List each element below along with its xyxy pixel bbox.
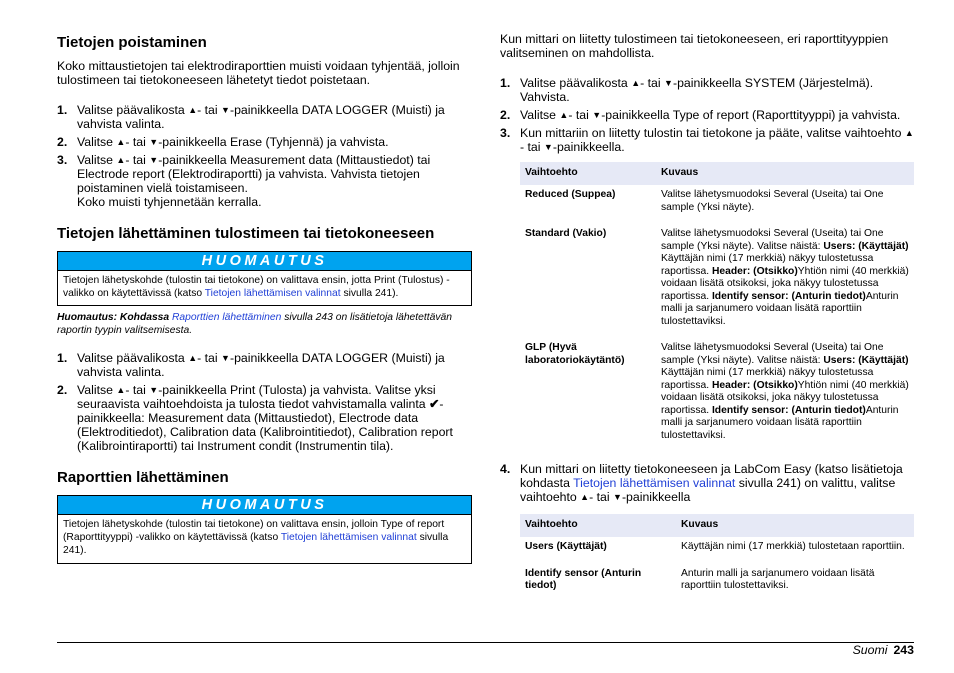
checkmark-icon: ✔ xyxy=(429,397,440,412)
table-row xyxy=(520,564,914,603)
section-title-erase: Tietojen poistaminen xyxy=(57,34,207,51)
note-box xyxy=(57,251,472,306)
step-number: 2. xyxy=(57,383,68,398)
step-number: 1. xyxy=(500,76,511,90)
list-item: 2. Valitse ▲- tai ▼-painikkeella Print (Tulosta) ja vahvista. Valitse yksi seuraavista vaihtoehdoista ja tulosta tiedot vahvistamalla valinta ✔-painikkeella: Measurement data (Mittaustiedot), Electrode data (Elektroditiedot), Calibration data (Kalibrointitiedot), Calibration report (Kalibrointiraportti) tai Instrument condit (Instrumentin tila). xyxy=(57,383,453,454)
up-arrow-icon: ▲ xyxy=(631,78,641,88)
down-arrow-icon: ▼ xyxy=(664,78,673,88)
down-arrow-icon: ▼ xyxy=(221,353,230,364)
option-name: Identify sensor (Anturin tiedot) xyxy=(525,567,642,591)
option-description xyxy=(656,338,914,452)
description-text: Identify sensor: (Anturin tiedot) xyxy=(711,290,866,302)
step-number: 3. xyxy=(500,126,511,140)
right-column xyxy=(500,30,914,603)
cross-reference-link[interactable]: Tietojen lähettämisen valinnat xyxy=(573,476,736,490)
description-text: Anturin malli ja sarjanumero voidaan lisätä raporttiin tulostettaviksi. xyxy=(681,567,875,591)
table-body xyxy=(520,185,914,452)
description-text: Anturin malli ja sarjanumero voidaan lisätä raporttiin tulostettaviksi. xyxy=(661,404,899,441)
description-text: Header: (Otsikko) xyxy=(711,265,798,277)
option-description xyxy=(676,564,914,603)
down-arrow-icon: ▼ xyxy=(613,492,622,502)
column-header: Vaihtoehto xyxy=(520,514,676,537)
table-row xyxy=(520,338,914,452)
description-text: Valitse lähetysmuodoksi Several (Useita) tai One sample (Yksi näyte). Valitse näistä: xyxy=(661,228,884,252)
note-box xyxy=(57,495,472,563)
italic-note: Huomautus: Kohdassa Raporttien lähettäminen sivulla 243 on lisätietoja lähetettävän raportin tyypin valitsemisesta. xyxy=(57,312,452,336)
option-description xyxy=(656,185,914,224)
option-name: Standard (Vakio) xyxy=(525,228,607,239)
list-item: 3. Kun mittariin on liitetty tulostin tai tietokone ja pääte, valitse vaihtoehto ▲- tai ▼-painikkeella. xyxy=(500,126,914,154)
note-title: HUOMAUTUS xyxy=(58,252,471,271)
list-item: 4. Kun mittari on liitetty tietokoneeseen ja LabCom Easy (katso lisätietoja kohdasta Tietojen lähettämisen valinnat sivulla 241) on valittu, valitse vaihtoehto ▲- tai ▼-painikkeella xyxy=(500,462,903,504)
up-arrow-icon: ▲ xyxy=(580,492,590,502)
up-arrow-icon: ▲ xyxy=(116,155,126,165)
reports-intro: Kun mittari on liitetty tulostimeen tai tietokoneeseen, eri raporttityyppien valitseminen on mahdollista. xyxy=(500,32,889,60)
option-name: GLP (Hyvä laboratoriokäytäntö) xyxy=(525,342,625,366)
section-title-send: Tietojen lähettäminen tulostimeen tai tietokoneeseen xyxy=(57,225,435,242)
note-body: Tietojen lähetyskohde (tulostin tai tietokone) on valittava ensin, jolloin Type of report (Raporttityyppi) -valikko on käytettävissä (katso Tietojen lähettämisen valinnat sivulla 241). xyxy=(63,519,449,556)
page-number: 243 xyxy=(893,643,914,657)
list-item: 3. Valitse ▲- tai ▼-painikkeella Measurement data (Mittaustiedot) tai Electrode report (Elektrodiraportti) ja vahvista. Vahvista tietojen poistaminen vielä toistamiseen. Koko muisti tyhjennetään kerralla. xyxy=(57,153,472,209)
description-text: Valitse lähetysmuodoksi Several (Useita) tai One sample (Yksi näyte). Valitse näistä: xyxy=(661,342,884,366)
down-arrow-icon: ▼ xyxy=(543,142,553,152)
table-row xyxy=(520,224,914,338)
description-text: Käyttäjän nimi (17 merkkiä) näkyy tulostetussa raportissa. xyxy=(661,253,874,277)
description-text: Users: (Käyttäjät) xyxy=(823,240,909,252)
list-item: 1. Valitse päävalikosta ▲- tai ▼-painikkeella DATA LOGGER (Muisti) ja vahvista valinta. xyxy=(57,351,445,380)
up-arrow-icon: ▲ xyxy=(116,137,126,147)
column-header: Kuvaus xyxy=(656,162,914,185)
cross-reference-link[interactable]: Tietojen lähettämisen valinnat xyxy=(204,287,341,299)
up-arrow-icon: ▲ xyxy=(116,385,126,396)
down-arrow-icon: ▼ xyxy=(149,155,159,165)
list-item: 1. Valitse päävalikosta ▲- tai ▼-painikkeella DATA LOGGER (Muisti) ja vahvista valinta. xyxy=(57,103,445,131)
send-steps xyxy=(57,351,472,453)
description-text: Anturin malli ja sarjanumero voidaan lisätä raporttiin tulostettaviksi. xyxy=(661,290,899,327)
description-text: Käyttäjän nimi (17 merkkiä) tulostetaan raporttiin. xyxy=(681,541,905,552)
option-description xyxy=(676,537,914,564)
description-text: Käyttäjän nimi (17 merkkiä) näkyy tulostetussa raportissa. xyxy=(661,367,874,391)
description-text: Users: (Käyttäjät) xyxy=(823,354,909,366)
section-title-reports: Raporttien lähettäminen xyxy=(57,469,229,487)
column-header: Vaihtoehto xyxy=(520,162,656,185)
cross-reference-link[interactable]: Tietojen lähettämisen valinnat xyxy=(280,532,417,544)
list-item: 2. Valitse ▲- tai ▼-painikkeella Erase (Tyhjennä) ja vahvista. xyxy=(57,135,389,149)
table-row xyxy=(520,185,914,224)
column-header: Kuvaus xyxy=(676,514,914,537)
erase-steps xyxy=(57,103,472,209)
step-number: 1. xyxy=(57,351,68,366)
step-number: 2. xyxy=(500,108,511,122)
up-arrow-icon: ▲ xyxy=(904,128,914,138)
option-name: Reduced (Suppea) xyxy=(525,189,616,200)
labcom-option-table xyxy=(520,514,914,603)
erase-intro: Koko mittaustietojen tai elektrodiraporttien muisti voidaan tyhjentää, jolloin tulostimeen tai tietokoneeseen lähetetyt tiedot poistetaan. xyxy=(57,59,460,87)
cross-reference-link[interactable]: Raporttien lähettäminen xyxy=(172,312,282,324)
step-result: Koko muisti tyhjennetään kerralla. xyxy=(77,195,262,209)
down-arrow-icon: ▼ xyxy=(592,110,602,120)
down-arrow-icon: ▼ xyxy=(221,105,230,115)
table-header-row xyxy=(520,162,914,185)
report-type-table xyxy=(520,162,914,452)
description-text: Header: (Otsikko) xyxy=(711,379,798,391)
up-arrow-icon: ▲ xyxy=(188,105,198,115)
table-header-row xyxy=(520,514,914,537)
list-item: 1. Valitse päävalikosta ▲- tai ▼-painikkeella SYSTEM (Järjestelmä). Vahvista. xyxy=(500,76,874,104)
option-name: Users (Käyttäjät) xyxy=(525,541,607,552)
note-title: HUOMAUTUS xyxy=(58,496,471,515)
up-arrow-icon: ▲ xyxy=(188,353,198,364)
report-steps xyxy=(500,76,914,154)
step-number: 1. xyxy=(57,103,68,117)
down-arrow-icon: ▼ xyxy=(149,137,159,147)
step-number: 2. xyxy=(57,135,68,149)
left-column xyxy=(57,30,472,564)
report-steps-continued xyxy=(500,462,914,504)
table-body xyxy=(520,537,914,603)
footer-language: Suomi xyxy=(852,643,888,657)
description-text: Identify sensor: (Anturin tiedot) xyxy=(711,404,866,416)
list-item: 2. Valitse ▲- tai ▼-painikkeella Type of report (Raporttityyppi) ja vahvista. xyxy=(500,108,901,122)
up-arrow-icon: ▲ xyxy=(559,110,569,120)
step-number: 3. xyxy=(57,153,68,167)
description-text: Yhtiön nimi (40 merkkiä) voidaan lisätä otsikoksi, joka näkyy tulostetussa raportissa. xyxy=(661,265,909,302)
description-text: Valitse lähetysmuodoksi Several (Useita) tai One sample (Yksi näyte). xyxy=(661,189,884,213)
description-text: Yhtiön nimi (40 merkkiä) voidaan lisätä otsikoksi, joka näkyy tulostetussa raportissa. xyxy=(661,379,909,416)
table-row xyxy=(520,537,914,564)
step-number: 4. xyxy=(500,462,511,476)
down-arrow-icon: ▼ xyxy=(149,385,159,396)
note-body: Tietojen lähetyskohde (tulostin tai tietokone) on valittava ensin, jotta Print (Tulostus) -valikko on käytettävissä (katso Tietojen lähettämisen valinnat sivulla 241). xyxy=(63,275,450,299)
page-footer xyxy=(853,643,914,657)
option-description xyxy=(656,224,914,338)
footer-divider xyxy=(57,642,914,643)
